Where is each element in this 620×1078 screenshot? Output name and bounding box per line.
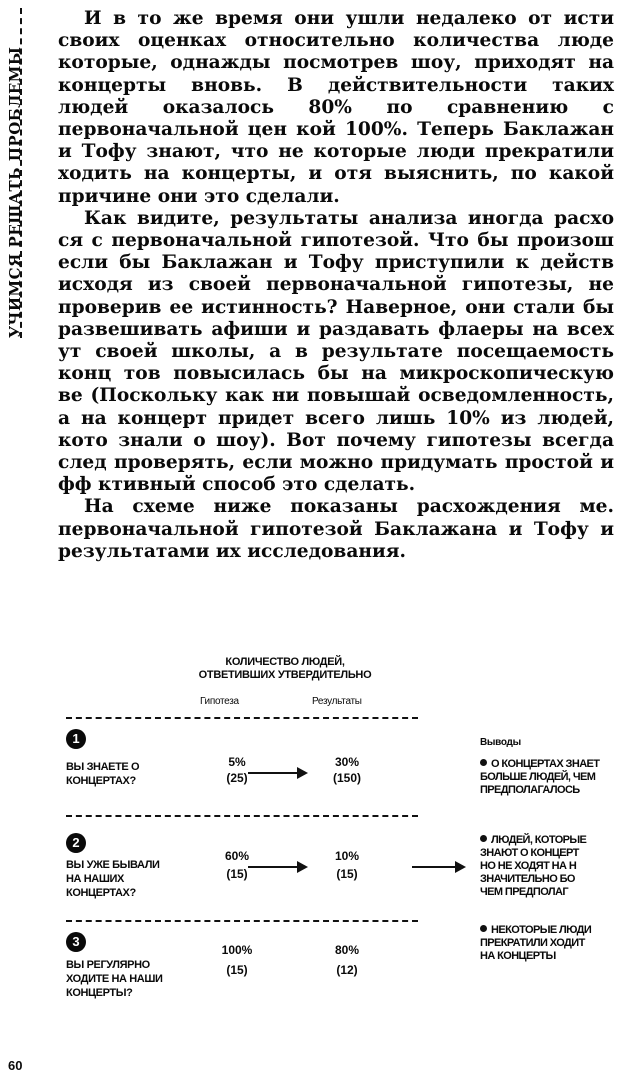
result-percent: 30% [334,755,360,769]
result-count: (15) [336,867,358,881]
conclusion-item [480,924,595,963]
result-percent: 80% [334,943,360,957]
hypothesis-count: (15) [226,963,248,977]
result-percent: 10% [334,849,360,863]
page-number: 60 [8,1058,23,1073]
divider-line [66,920,418,922]
hypothesis-percent: 100% [221,943,253,957]
bullet-icon [480,759,487,766]
result-count: (150) [332,771,361,785]
divider-line [66,815,418,817]
column-header-results: Результаты [312,696,362,707]
row-number-badge: 2 [66,833,86,853]
column-header-hypothesis: Гипотеза [200,696,239,707]
hypothesis-percent: 5% [228,755,246,769]
question-text: ВЫ ЗНАЕТЕ О КОНЦЕРТАХ? [66,761,140,787]
running-header-text: УЧИМСЯ РЕШАТЬ ПРОБЛЕМЫ [6,46,24,338]
hypothesis-count: (25) [226,771,248,785]
arrow-icon [248,772,306,774]
question-text: ВЫ РЕГУЛЯРНО ХОДИТЕ НА НАШИ КОНЦЕРТЫ? [66,959,163,999]
conclusion-text: О КОНЦЕРТАХ ЗНАЕТ БОЛЬШЕ ЛЮДЕЙ, ЧЕМ ПРЕДПОЛАГАЛОСЬ [480,758,600,796]
hypothesis-count: (15) [226,867,248,881]
diagram-title: КОЛИЧЕСТВО ЛЮДЕЙ, ОТВЕТИВШИХ УТВЕРДИТЕЛЬНО [198,656,372,681]
bullet-icon [480,835,487,842]
conclusion-item [480,758,610,797]
row-number-badge: 1 [66,729,86,749]
arrow-icon [248,866,306,868]
bullet-icon [480,925,487,932]
question-text: ВЫ УЖЕ БЫВАЛИ НА НАШИХ КОНЦЕРТАХ? [66,859,160,899]
divider-line [66,717,418,719]
conclusion-text: НЕКОТОРЫЕ ЛЮДИ ПРЕКРАТИЛИ ХОДИТ НА КОНЦЕРТЫ [480,924,592,962]
result-count: (12) [336,963,358,977]
arrow-icon [412,866,464,868]
hypothesis-percent: 60% [224,849,250,863]
row-number-badge: 3 [66,932,86,952]
paragraph-2: Как видите, результаты анализа иногда расхо ся с первоначальной гипотезой. Что бы произош если бы Баклажан и Тофу приступили к действ исходя из своей первоначальной гипотезы, не проверив ее истинность? Наверное, они стали бы развешивать афиши и раздавать флаеры на всех ут своей школы, а в результате посещаемость конц тов повысилась бы на микроскопическую ве (Поскольку как ни повышай осведомленность, а на концерт придет всего лишь 10% из людей, кото знали о шоу). Вот почему гипотезы всегда след проверять, если можно придумать простой и фф ктивный способ это сделать. [58,207,614,496]
conclusion-item [480,834,595,899]
paragraph-3: На схеме ниже показаны расхождения ме. первоначальной гипотезой Баклажана и Тофу и результатами их исследования. [58,496,614,562]
conclusion-text: ЛЮДЕЙ, КОТОРЫЕ ЗНАЮТ О КОНЦЕРТ НО НЕ ХОДЯТ НА Н ЗНАЧИТЕЛЬНО БО ЧЕМ ПРЕДПОЛАГ [480,834,587,898]
paragraph-1: И в то же время они ушли недалеко от исти своих оценках относительно количества люде которые, однажды посмотрев шоу, приходят на концерты вновь. В действительности таких людей оказалось 80% по сравнению с первоначальной цен кой 100%. Теперь Баклажан и Тофу знают, что не которые люди прекратили ходить на концерты, и отя выяснить, по какой причине они это сделали. [58,8,614,207]
conclusions-header: Выводы [480,737,521,748]
